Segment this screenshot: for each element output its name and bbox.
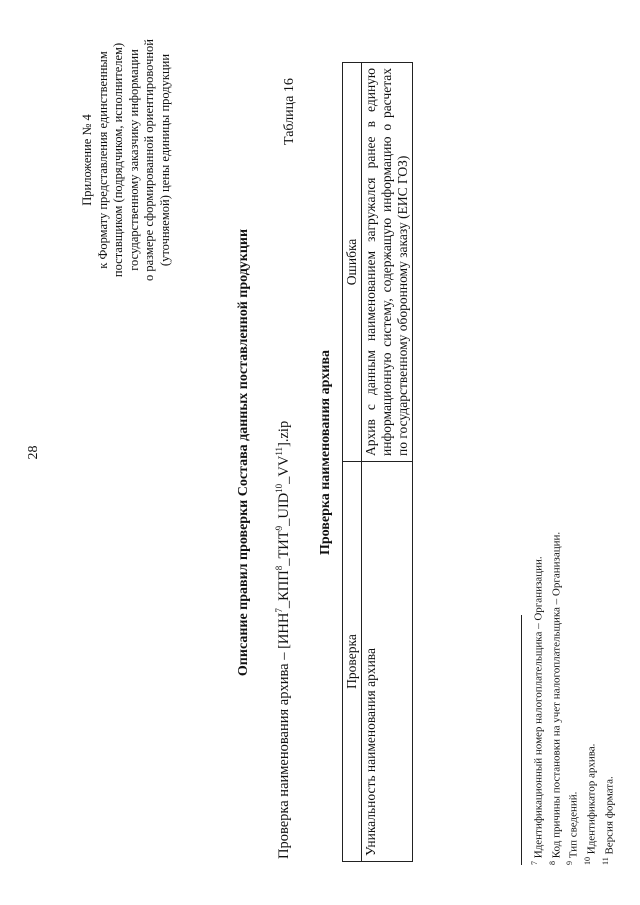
- appendix-header: [80, 25, 173, 295]
- archive-format-part: _UID: [275, 492, 292, 526]
- rules-table: [342, 62, 413, 862]
- appendix-line: (уточняемой) цены единицы продукции: [157, 53, 172, 267]
- footnote-text: Версия формата.: [603, 776, 616, 855]
- footnote-ref: 9: [274, 525, 284, 531]
- table-header-row: [343, 63, 362, 862]
- footnote-separator: [521, 615, 522, 865]
- archive-format-part: _ТИТ: [275, 530, 292, 566]
- appendix-line: о размере сформированной ориентировочной: [142, 39, 156, 281]
- footnote-text: Код причины постановки на учет налогоплательщика – Организации.: [550, 531, 563, 859]
- footnote-ref: 8: [274, 565, 284, 571]
- footnote-number: 9: [565, 861, 575, 865]
- footnotes: [528, 265, 616, 865]
- appendix-line: государственному заказчику информации: [126, 49, 141, 271]
- cell-error: Архив с данным наименованием загружался ранее в единую информационную систему, содержащую информацию о расчетах по государственному оборонному заказу (ЕИС ГОЗ): [362, 63, 413, 462]
- archive-format-part: _VV: [275, 455, 292, 484]
- archive-format-prefix: Проверка наименования архива – [ИНН: [275, 612, 292, 859]
- footnote-text: Тип сведений.: [567, 791, 580, 859]
- footnote-number: 11: [600, 857, 610, 865]
- footnote-number: 7: [530, 861, 539, 865]
- cell-check: Уникальность наименования архива: [362, 462, 413, 862]
- footnote: [528, 265, 546, 865]
- footnote-text: Идентификационный номер налогоплательщика – Организации.: [532, 556, 545, 859]
- appendix-line: поставщиком (подрядчиком, исполнителем): [111, 42, 125, 278]
- section-title: Проверка наименования архива: [318, 349, 333, 556]
- document-title: Описание правил проверки Состава данных поставленной продукции: [236, 228, 251, 677]
- appendix-title: Приложение № 4: [80, 114, 94, 206]
- footnote-number: 10: [582, 857, 592, 865]
- archive-format-part: ].zip: [275, 420, 292, 447]
- footnote: [563, 265, 581, 865]
- footnote: [599, 265, 617, 865]
- footnote-number: 8: [547, 861, 557, 865]
- footnote: [546, 265, 564, 865]
- footnote: [581, 265, 599, 865]
- table-row: [362, 63, 413, 862]
- column-header-check: Проверка: [343, 462, 362, 862]
- footnote-ref: 7: [274, 608, 284, 613]
- archive-format-part: _КПП: [275, 570, 292, 609]
- page-number: 28: [26, 445, 41, 460]
- footnote-ref: 11: [274, 446, 284, 456]
- column-header-error: Ошибка: [343, 63, 362, 462]
- footnote-text: Идентификатор архива.: [585, 743, 598, 855]
- archive-name-format: [274, 421, 293, 859]
- appendix-line: к Формату представления единственным: [95, 51, 110, 269]
- table-label: Таблица 16: [282, 78, 297, 145]
- footnote-ref: 10: [274, 483, 284, 493]
